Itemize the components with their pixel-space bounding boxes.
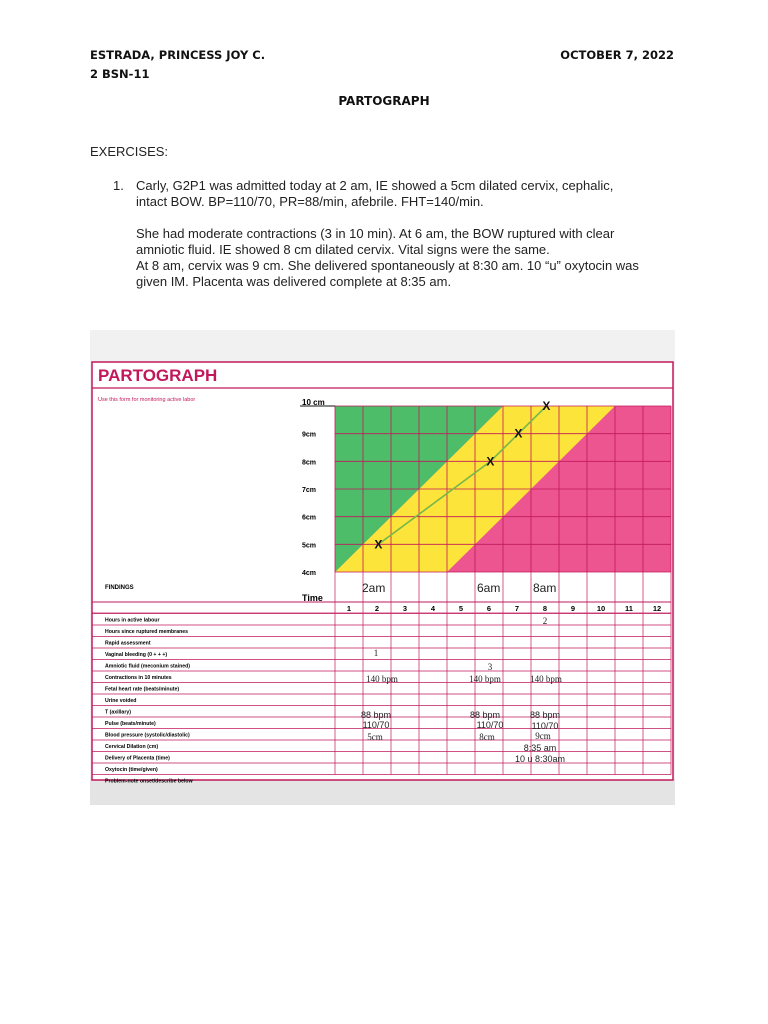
hour-number: 4 — [430, 604, 436, 613]
exercise-text — [136, 178, 696, 290]
entry-hours-since-rupture: 2 — [542, 616, 548, 626]
row-label: Cervical Dilation (cm) — [105, 744, 159, 750]
cm-label: 4cm — [302, 570, 317, 577]
row-label: Hours in active labour — [105, 617, 160, 624]
student-name: ESTRADA, PRINCESS JOY C. — [90, 48, 266, 62]
row-label: Vaginal bleeding (0 + + +) — [105, 652, 168, 658]
partograph-title: PARTOGRAPH — [98, 366, 218, 385]
entry-fhr-2am: 140 bpm — [366, 674, 398, 684]
entry-contractions: 3 — [487, 662, 493, 672]
partograph-chart — [90, 330, 675, 805]
cm-label: 10 cm — [302, 398, 325, 407]
exercise-line: She had moderate contractions (3 in 10 min). At 6 am, the BOW ruptured with clear — [136, 226, 615, 241]
row-label: Hours since ruptured membranes — [105, 629, 189, 635]
entry-pulse-6am: 88 bpm — [469, 710, 501, 720]
entry-pulse-8am: 88 bpm — [529, 710, 561, 720]
row-label: Fetal heart rate (beats/minute) — [105, 686, 180, 693]
exercise-number: 1. — [113, 178, 124, 193]
hour-number: 7 — [514, 604, 520, 613]
cm-label: 9cm — [302, 431, 317, 439]
exercises-label: EXERCISES: — [90, 144, 169, 159]
row-label: Urine voided — [105, 698, 137, 704]
entry-fhr-8am: 140 bpm — [530, 674, 562, 684]
row-label: Rapid assessment — [105, 640, 151, 647]
entry-bp-6am: 110/70 — [476, 720, 504, 730]
entry-pulse-2am: 88 bpm — [360, 710, 392, 720]
time-mark: 6am — [477, 581, 501, 595]
page-title: PARTOGRAPH — [338, 94, 430, 108]
hour-number: 11 — [625, 604, 633, 613]
cm-label: 8cm — [302, 459, 317, 467]
row-label: Problem-note onset/describe below — [105, 778, 193, 785]
entry-bp-2am: 110/70 — [362, 720, 390, 730]
hour-number: 9 — [570, 604, 576, 613]
exercise-line: given IM. Placenta was delivered complete at 8:35 am. — [136, 274, 452, 289]
hour-number: 8 — [542, 604, 548, 613]
time-mark: 2am — [362, 581, 386, 595]
dilation-point: X — [514, 426, 523, 441]
dilation-point: X — [486, 454, 495, 469]
exercise-line: intact BOW. BP=110/70, PR=88/min, afebrile. FHT=140/min. — [136, 194, 484, 209]
hour-number: 12 — [652, 604, 662, 613]
partograph-subtitle: Use this form for monitoring active labor — [98, 397, 196, 403]
row-label: Oxytocin (time/given) — [105, 767, 158, 773]
row-label: Pulse (beats/minute) — [105, 721, 156, 727]
entry-fhr-6am: 140 bpm — [469, 674, 501, 684]
row-label: Delivery of Placenta (time) — [105, 755, 170, 762]
cm-label: 5cm — [302, 542, 317, 550]
hour-number: 10 — [596, 604, 606, 613]
dilation-point: X — [374, 537, 383, 552]
row-label: Amniotic fluid (meconium stained) — [105, 663, 191, 670]
time-mark: 8am — [533, 581, 557, 595]
entry-dilation-8am: 9cm — [535, 731, 551, 741]
exercise-line: At 8 am, cervix was 9 cm. She delivered spontaneously at 8:30 am. 10 “u” oxytocin was — [136, 258, 639, 273]
entry-oxytocin: 10 u 8:30am — [514, 754, 566, 764]
row-label: Contractions in 10 minutes — [105, 675, 172, 681]
exercise-line: Carly, G2P1 was admitted today at 2 am, IE showed a 5cm dilated cervix, cephalic, — [136, 178, 614, 193]
entry-dilation-6am: 8cm — [479, 732, 495, 742]
entry-bp-8am: 110/70 — [531, 721, 559, 731]
row-label: Blood pressure (systolic/diastolic) — [105, 732, 190, 739]
hour-number: 3 — [402, 604, 408, 613]
exercise-line: amniotic fluid. IE showed 8 cm dilated cervix. Vital signs were the same. — [136, 242, 550, 257]
cm-label: 7cm — [302, 487, 317, 494]
entry-amniotic-fluid: 1 — [373, 648, 379, 658]
dilation-point: X — [542, 399, 551, 413]
entry-placenta-time: 8:35 am — [523, 743, 557, 753]
hour-number: 1 — [346, 604, 352, 613]
hour-number: 2 — [374, 604, 380, 613]
entry-dilation-2am: 5cm — [367, 732, 383, 742]
hour-number: 6 — [486, 604, 492, 613]
student-section: 2 BSN-11 — [90, 67, 150, 81]
document-date: OCTOBER 7, 2022 — [560, 48, 674, 62]
cm-label: 6cm — [302, 514, 317, 522]
findings-label: FINDINGS — [105, 585, 134, 591]
time-label: Time — [302, 593, 323, 603]
row-label: T (axillary) — [105, 709, 131, 716]
hour-number: 5 — [458, 604, 464, 613]
